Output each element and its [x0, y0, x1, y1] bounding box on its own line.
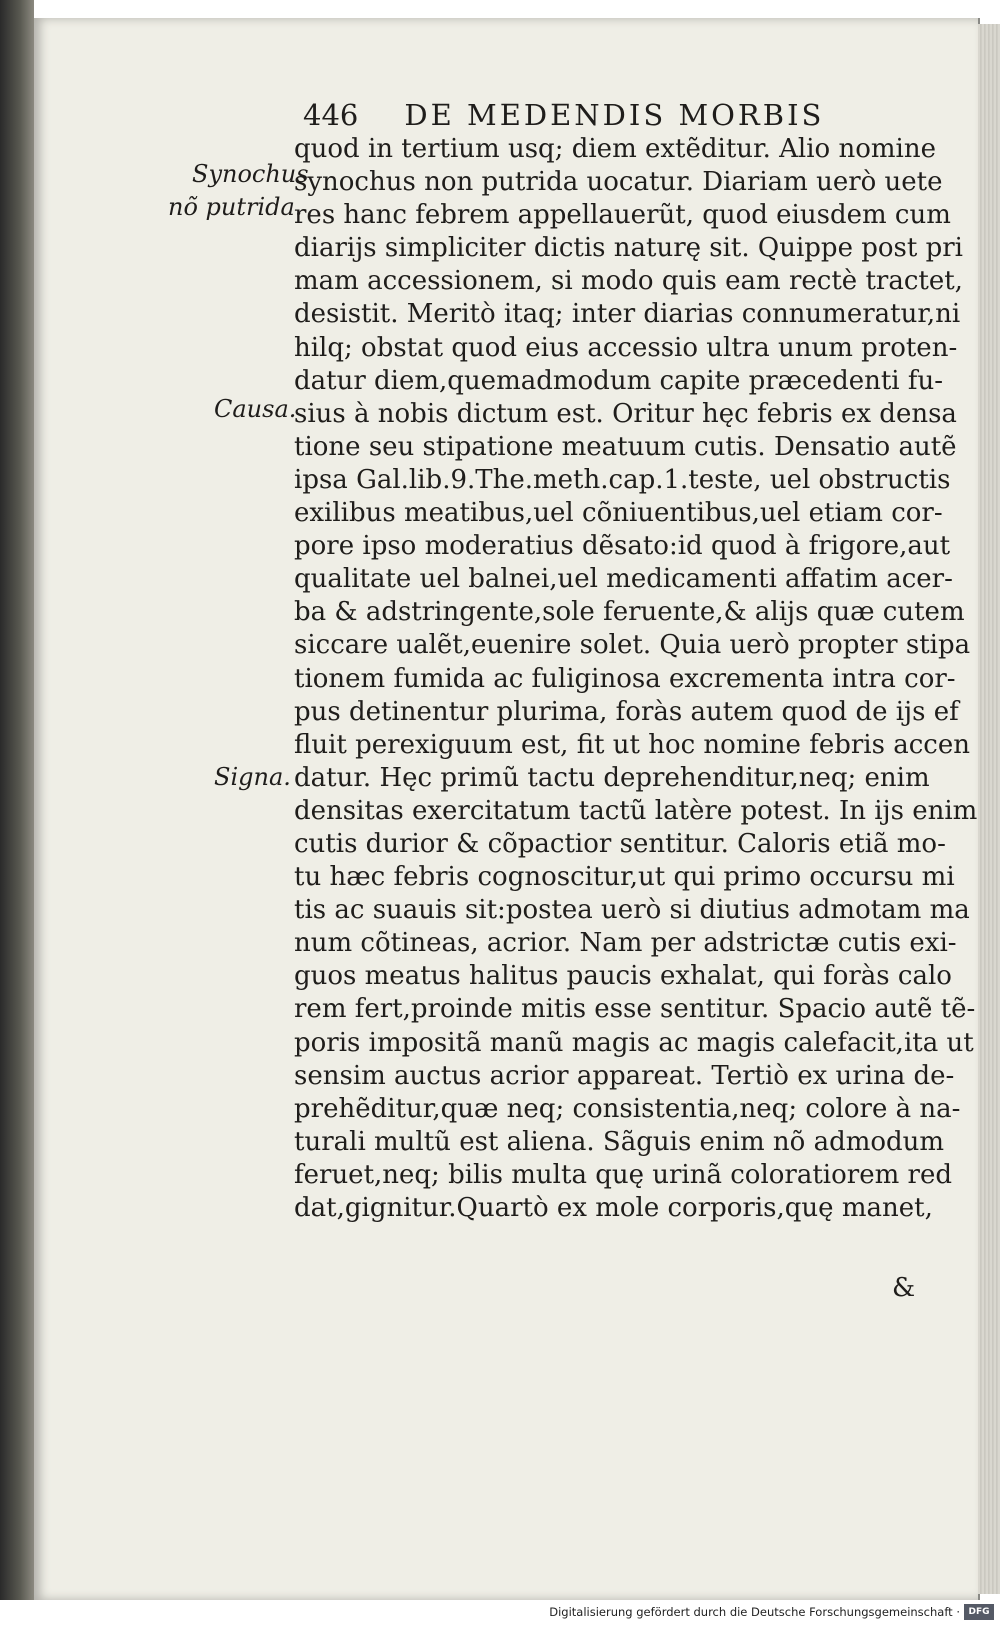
text-line: quod in tertium usq; diem extẽditur. Alio nomine [294, 134, 936, 164]
page-number: 446 [303, 98, 359, 132]
text-line: num cõtineas, acrior. Nam per adstrictæ cutis exi- [294, 928, 957, 959]
book-spine [0, 0, 34, 1600]
text-line: tis ac suauis sit:postea uerò si diutius admotam ma [294, 895, 970, 926]
text-line: tione seu stipatione meatuum cutis. Densatio autẽ [294, 431, 957, 462]
text-line: fluit perexiguum est, fit ut hoc nomine febris accen [294, 729, 970, 760]
running-head [303, 98, 863, 132]
text-line: datur diem,quemadmodum capite præcedenti fu- [294, 365, 944, 396]
running-title: DE MEDENDIS MORBIS [404, 98, 825, 132]
text-line: densitas exercitatum tactũ latère potest. In ijs enim [294, 795, 978, 826]
page-edge [978, 24, 1000, 1594]
text-line: cutis durior & cõpactior sentitur. Caloris etiã mo- [294, 828, 946, 859]
text-line: datur. Hęc primũ tactu deprehenditur,neq; enim [294, 762, 930, 793]
text-line: sius à nobis dictum est. Oritur hęc febris ex densa [294, 398, 957, 429]
margin-note-causa: Causa. [214, 395, 297, 423]
text-line: diarijs simpliciter dictis naturę sit. Quippe post pri [294, 233, 963, 264]
text-line: ipsa Gal.lib.9.The.meth.cap.1.teste, uel obstructis [294, 464, 951, 495]
text-line: synochus non putrida uocatur. Diariam uerò uete [294, 167, 943, 198]
text-line: ba & adstringente,sole feruente,& alijs quæ cutem [294, 597, 965, 628]
text-line: prehẽditur,quæ neq; consistentia,neq; colore à na- [294, 1093, 961, 1124]
margin-note-non-putrida: nõ putrida. [168, 193, 303, 221]
margin-note-synochus: Synochus [192, 160, 309, 188]
text-line: tu hæc febris cognoscitur,ut qui primo occursu mi [294, 862, 955, 893]
text-line: hilq; obstat quod eius accessio ultra unum proten- [294, 332, 958, 363]
body-text [294, 133, 978, 1225]
text-line: dat,gignitur.Quartò ex mole corporis,quę manet, [294, 1193, 933, 1223]
text-line: rem fert,proinde mitis esse sentitur. Spacio autẽ tẽ- [294, 994, 976, 1025]
text-line: guos meatus halitus paucis exhalat, qui foràs calo [294, 961, 952, 992]
text-line: mam accessionem, si modo quis eam rectè tractet, [294, 266, 963, 297]
text-line: poris impositã manũ magis ac magis calefacit,ita ut [294, 1027, 974, 1058]
digitization-credit: Digitalisierung gefördert durch die Deutsche Forschungsgemeinschaft · [549, 1605, 960, 1619]
text-line: siccare ualẽt,euenire solet. Quia uerò propter stipa [294, 630, 971, 661]
text-line: sensim auctus acrior appareat. Tertiò ex urina de- [294, 1060, 955, 1091]
margin-note-signa: Signa. [214, 763, 291, 791]
text-line: tionem fumida ac fuliginosa excrementa intra cor- [294, 663, 956, 694]
text-line: pus detinentur plurima, foràs autem quod de ijs ef [294, 696, 959, 727]
text-line: turali multũ est aliena. Sãguis enim nõ admodum [294, 1126, 945, 1157]
catchword: & [892, 1273, 916, 1303]
text-line: res hanc febrem appellauerũt, quod eiusdem cum [294, 200, 951, 231]
text-line: exilibus meatibus,uel cõniuentibus,uel etiam cor- [294, 498, 943, 529]
text-line: desistit. Meritò itaq; inter diarias connumeratur,ni [294, 299, 961, 330]
text-line: qualitate uel balnei,uel medicamenti affatim acer- [294, 564, 953, 595]
text-line: pore ipso moderatius dẽsato:id quod à frigore,aut [294, 531, 951, 562]
dfg-logo: DFG [964, 1604, 994, 1620]
text-line: feruet,neq; bilis multa quę urinã coloratiorem red [294, 1159, 952, 1190]
